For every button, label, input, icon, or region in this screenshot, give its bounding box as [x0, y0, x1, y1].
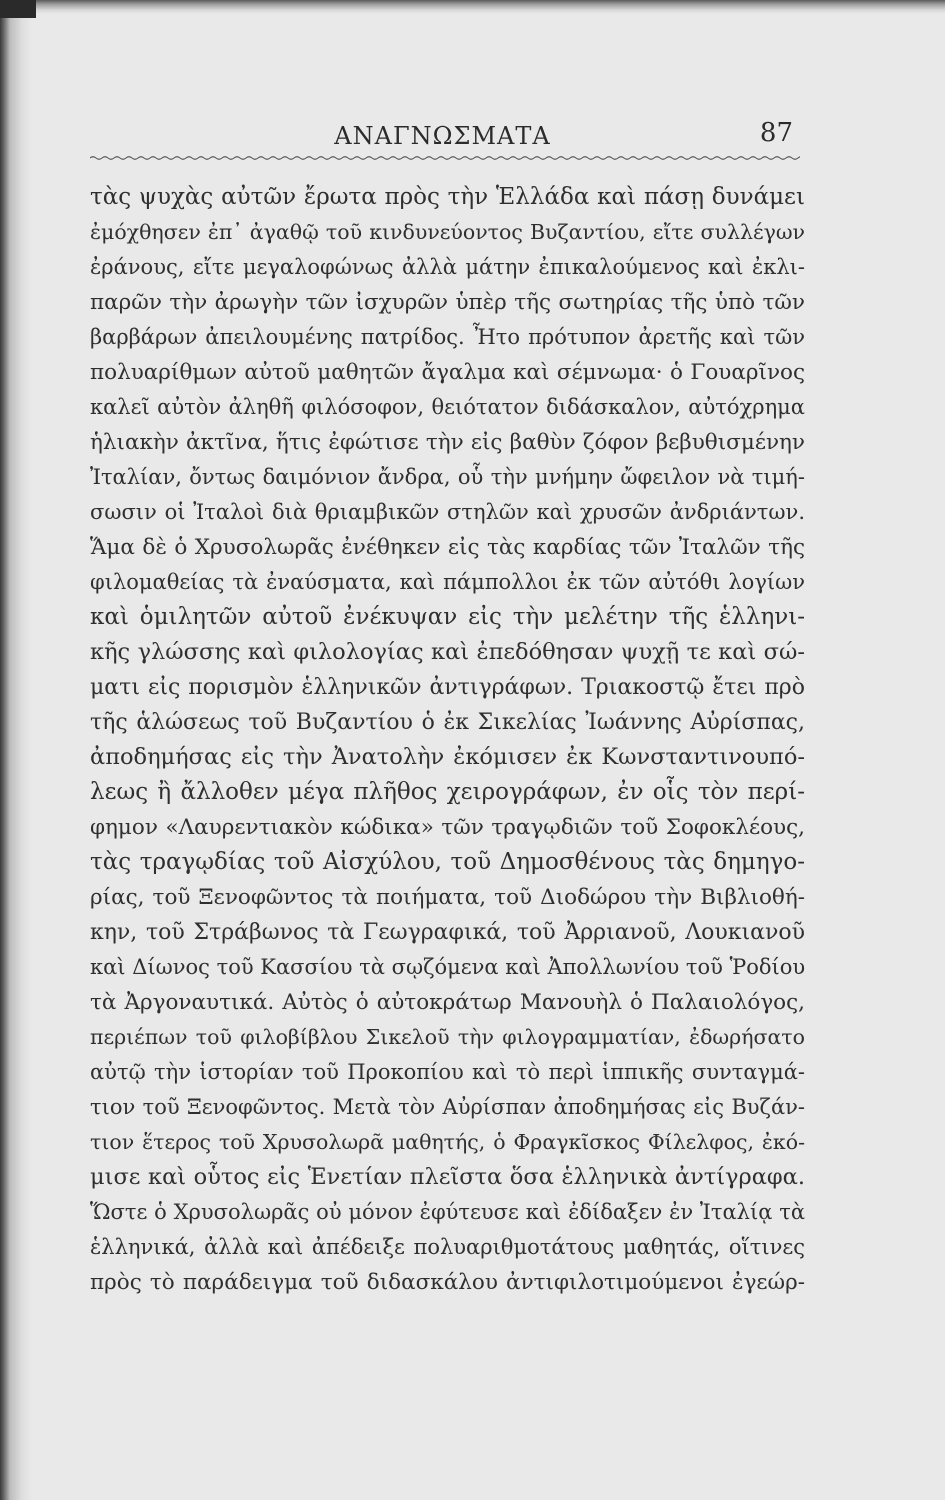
text-line: ἐράνους, εἴτε μεγαλοφώνως ἀλλὰ μάτην ἐπικαλούμενος καὶ ἐκλι-	[90, 255, 805, 279]
text-line: ἐμόχθησεν ἐπ᾽ ἀγαθῷ τοῦ κινδυνεύοντος Βυζαντίου, εἴτε συλλέγων	[90, 220, 805, 244]
text-line: καὶ ὁμιλητῶν αὐτοῦ ἐνέκυψαν εἰς τὴν μελέτην τῆς ἑλληνι-	[90, 604, 805, 630]
text-line: φιλομαθείας τὰ ἐναύσματα, καὶ πάμπολλοι ἐκ τῶν αὐτόθι λογίων	[90, 570, 805, 594]
text-line: τιον ἕτερος τοῦ Χρυσολωρᾶ μαθητής, ὁ Φραγκῖσκος Φίλελφος, ἐκό-	[90, 1130, 805, 1154]
text-line: ρίας, τοῦ Ξενοφῶντος τὰ ποιήματα, τοῦ Διοδώρου τὴν Βιβλιοθή-	[90, 885, 805, 910]
text-line: ἑλληνικά, ἀλλὰ καὶ ἀπέδειξε πολυαριθμοτάτους μαθητάς, οἵτινες	[90, 1235, 805, 1259]
text-line: φημον «Λαυρεντιακὸν κώδικα» τῶν τραγῳδιῶν τοῦ Σοφοκλέους,	[90, 815, 805, 840]
page-header	[90, 114, 795, 154]
text-line: τὰ Ἀργοναυτικά. Αὐτὸς ὁ αὐτοκράτωρ Μανουὴλ ὁ Παλαιολόγος,	[90, 990, 805, 1015]
text-line: Ἅμα δὲ ὁ Χρυσολωρᾶς ἐνέθηκεν εἰς τὰς καρδίας τῶν Ἰταλῶν τῆς	[90, 535, 805, 560]
page-number: 87	[759, 118, 793, 148]
header-wavy-rule	[90, 154, 800, 162]
text-line: Ἰταλίαν, ὄντως δαιμόνιον ἄνδρα, οὗ τὴν μνήμην ὤφειλον νὰ τιμή-	[90, 465, 805, 489]
body-text	[90, 180, 810, 1300]
text-line: βαρβάρων ἀπειλουμένης πατρίδος. Ἦτο πρότυπον ἀρετῆς καὶ τῶν	[90, 325, 805, 349]
text-line: σωσιν οἱ Ἰταλοὶ διὰ θριαμβικῶν στηλῶν καὶ χρυσῶν ἀνδριάντων.	[90, 500, 805, 524]
text-line: περιέπων τοῦ φιλοβίβλου Σικελοῦ τὴν φιλογραμματίαν, ἐδωρήσατο	[90, 1025, 805, 1049]
text-line: τὰς τραγῳδίας τοῦ Αἰσχύλου, τοῦ Δημοσθένους τὰς δημηγο-	[90, 849, 805, 875]
text-line: μισε καὶ οὗτος εἰς Ἑνετίαν πλεῖστα ὅσα ἑλληνικὰ ἀντίγραφα.	[90, 1164, 805, 1190]
text-line: καλεῖ αὐτὸν ἀληθῆ φιλόσοφον, θειότατον διδάσκαλον, αὐτόχρημα	[90, 395, 805, 419]
text-line: κῆς γλώσσης καὶ φιλολογίας καὶ ἐπεδόθησαν ψυχῇ τε καὶ σώ-	[90, 639, 805, 665]
text-line: ἀποδημήσας εἰς τὴν Ἀνατολὴν ἐκόμισεν ἐκ Κωνσταντινουπό-	[90, 744, 805, 770]
text-line: Ὥστε ὁ Χρυσολωρᾶς οὐ μόνον ἐφύτευσε καὶ ἐδίδαξεν ἐν Ἰταλίᾳ τὰ	[90, 1200, 805, 1224]
text-line: τὰς ψυχὰς αὐτῶν ἔρωτα πρὸς τὴν Ἑλλάδα καὶ πάσῃ δυνάμει	[90, 184, 805, 210]
text-line: πρὸς τὸ παράδειγμα τοῦ διδασκάλου ἀντιφιλοτιμούμενοι ἐγεώρ-	[90, 1270, 805, 1295]
text-line: τῆς ἁλώσεως τοῦ Βυζαντίου ὁ ἐκ Σικελίας Ἰωάννης Αὐρίσπας,	[90, 710, 805, 735]
page-binding-shadow	[0, 0, 32, 1500]
text-line: λεως ἢ ἄλλοθεν μέγα πλῆθος χειρογράφων, ἐν οἷς τὸν περί-	[90, 779, 805, 805]
text-line: ματι εἰς πορισμὸν ἑλληνικῶν ἀντιγράφων. Τριακοστῷ ἔτει πρὸ	[90, 675, 805, 700]
page-top-shadow	[0, 0, 945, 14]
text-line: ἡλιακὴν ἀκτῖνα, ἥτις ἐφώτισε τὴν εἰς βαθὺν ζόφον βεβυθισμένην	[90, 430, 805, 455]
text-line: παρῶν τὴν ἀρωγὴν τῶν ἰσχυρῶν ὑπὲρ τῆς σωτηρίας τῆς ὑπὸ τῶν	[90, 290, 805, 315]
corner-mark	[0, 0, 36, 18]
text-line: αὐτῷ τὴν ἱστορίαν τοῦ Προκοπίου καὶ τὸ περὶ ἱππικῆς συνταγμά-	[90, 1060, 805, 1084]
text-line: καὶ Δίωνος τοῦ Κασσίου τὰ σῳζόμενα καὶ Ἀπολλωνίου τοῦ Ῥοδίου	[90, 955, 806, 979]
text-line: κην, τοῦ Στράβωνος τὰ Γεωγραφικά, τοῦ Ἀρριανοῦ, Λουκιανοῦ	[90, 920, 805, 945]
running-head: ΑΝΑΓΝΩΣΜΑΤΑ	[334, 122, 551, 150]
text-line: τιον τοῦ Ξενοφῶντος. Μετὰ τὸν Αὐρίσπαν ἀποδημήσας εἰς Βυζάν-	[90, 1095, 805, 1119]
text-line: πολυαρίθμων αὐτοῦ μαθητῶν ἄγαλμα καὶ σέμνωμα· ὁ Γουαρῖνος	[90, 360, 805, 385]
